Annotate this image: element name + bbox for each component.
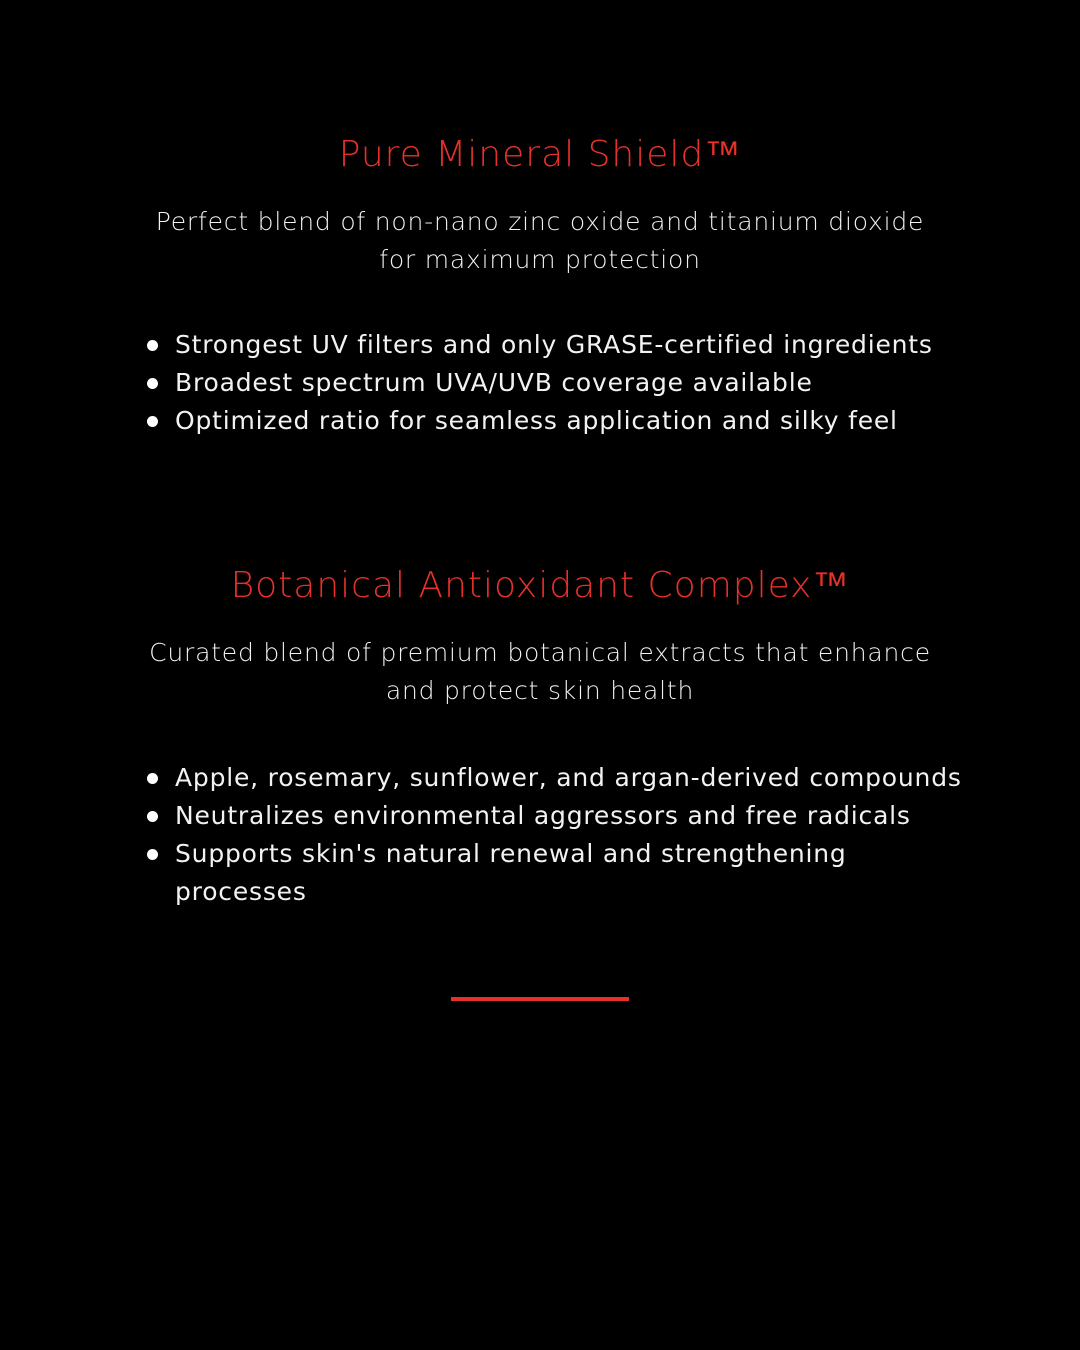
list-item-text: Optimized ratio for seamless application and silky feel (175, 406, 898, 435)
bullet-icon (147, 849, 158, 860)
section-title: Botanical Antioxidant Complex™ (230, 565, 850, 606)
section-description: Curated blend of premium botanical extracts that enhance and protect skin health (149, 638, 931, 705)
section-title: Pure Mineral Shield™ (338, 134, 742, 175)
feature-list (145, 759, 965, 911)
section-pure-mineral-shield (0, 130, 1080, 435)
list-item (145, 835, 965, 911)
section-description: Perfect blend of non-nano zinc oxide and titanium dioxide for maximum protection (155, 207, 925, 274)
section-botanical-antioxidant-complex (0, 561, 1080, 906)
list-item (145, 326, 965, 364)
bullet-icon (147, 773, 158, 784)
list-item-text: Apple, rosemary, sunflower, and argan-derived compounds (175, 763, 962, 792)
accent-divider (451, 997, 629, 1001)
bullet-icon (147, 378, 158, 389)
bullet-icon (147, 416, 158, 427)
bullet-icon (147, 340, 158, 351)
list-item-text: Strongest UV filters and only GRASE-certified ingredients (175, 330, 933, 359)
list-item-text: Supports skin's natural renewal and strengthening processes (175, 839, 847, 906)
list-item (145, 797, 965, 835)
list-item (145, 402, 965, 440)
bullet-icon (147, 811, 158, 822)
list-item-text: Broadest spectrum UVA/UVB coverage available (175, 368, 813, 397)
feature-list (145, 326, 965, 440)
list-item-text: Neutralizes environmental aggressors and free radicals (175, 801, 911, 830)
list-item (145, 759, 965, 797)
list-item (145, 364, 965, 402)
